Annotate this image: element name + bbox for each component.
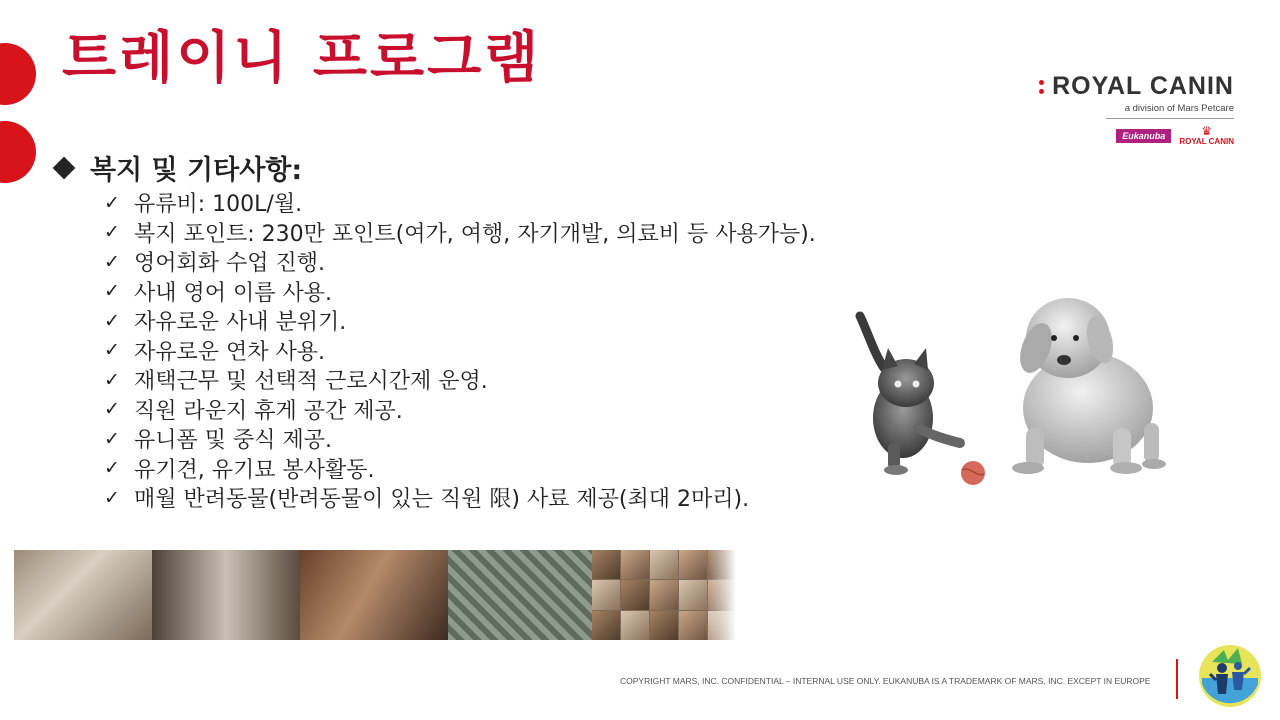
photo-strip (14, 550, 736, 640)
benefit-text: 유기견, 유기묘 봉사활동. (134, 457, 375, 483)
brand-division: a division of Mars Petcare (1124, 103, 1234, 114)
benefit-text: 자유로운 사내 분위기. (134, 310, 347, 336)
check-icon: ✓ (104, 191, 120, 214)
royal-canin-small-logo (1179, 125, 1234, 146)
check-icon: ✓ (104, 309, 120, 332)
puppy-figure (1012, 298, 1166, 474)
decorative-red-circle-top (0, 43, 36, 105)
check-icon: ✓ (104, 250, 120, 273)
list-item (104, 218, 816, 248)
decorative-red-circle-bottom (0, 121, 36, 183)
list-item (104, 188, 816, 218)
section-heading-text: 복지 및 기타사항: (90, 155, 303, 186)
list-item (104, 306, 816, 336)
list-item (104, 277, 816, 307)
eukanuba-logo: Eukanuba (1116, 129, 1171, 143)
benefit-text: 복지 포인트: 230만 포인트(여가, 여행, 자기개발, 의료비 등 사용가능). (134, 221, 816, 247)
brand-name: ROYAL CANIN (1052, 72, 1234, 100)
benefit-text: 유류비: 100L/월. (134, 192, 303, 218)
check-icon: ✓ (104, 280, 120, 303)
benefit-text: 영어회화 수업 진행. (134, 251, 325, 277)
logo-divider (1106, 118, 1234, 119)
ball-icon (961, 461, 985, 485)
rescued-dog-photo (14, 550, 152, 640)
diamond-icon (53, 156, 76, 179)
volunteer-badge-logo (1198, 644, 1262, 708)
benefit-text: 사내 영어 이름 사용. (134, 280, 332, 306)
check-icon: ✓ (104, 457, 120, 480)
dog-behind-cage-photo (152, 550, 300, 640)
check-icon: ✓ (104, 339, 120, 362)
benefit-text: 재택근무 및 선택적 근로시간제 운영. (134, 369, 488, 395)
check-icon: ✓ (104, 427, 120, 450)
section-heading (52, 148, 302, 187)
royal-canin-small-text: ROYAL CANIN (1179, 137, 1234, 146)
kitten-and-puppy-photo (848, 278, 1178, 493)
logo-dots-icon (1039, 80, 1044, 94)
benefit-text: 자유로운 연차 사용. (134, 339, 325, 365)
benefit-list (104, 188, 816, 513)
photo-strip-fade (706, 550, 736, 640)
copyright-notice: COPYRIGHT MARS, INC. CONFIDENTIAL – INTERNAL USE ONLY. EUKANUBA IS A TRADEMARK OF MARS, INC. EXCEPT IN EUROPE (620, 676, 1151, 686)
list-item (104, 424, 816, 454)
list-item (104, 395, 816, 425)
list-item (104, 247, 816, 277)
list-item (104, 336, 816, 366)
slide-title: 트레이니 프로그램 (62, 26, 542, 91)
puppies-in-shelter-photo (300, 550, 448, 640)
check-icon: ✓ (104, 486, 120, 509)
check-icon: ✓ (104, 221, 120, 244)
benefit-text: 직원 라운지 휴게 공간 제공. (134, 398, 403, 424)
crown-icon: ♛ (1201, 124, 1213, 138)
list-item (104, 454, 816, 484)
kennel-fence-photo (448, 550, 592, 640)
royal-canin-logo (1034, 72, 1234, 146)
kitten-figure (860, 316, 960, 475)
footer-divider (1176, 659, 1178, 699)
check-icon: ✓ (104, 368, 120, 391)
check-icon: ✓ (104, 398, 120, 421)
list-item (104, 483, 816, 513)
list-item (104, 365, 816, 395)
benefit-text: 매월 반려동물(반려동물이 있는 직원 限) 사료 제공(최대 2마리). (134, 487, 750, 513)
benefit-text: 유니폼 및 중식 제공. (134, 428, 332, 454)
